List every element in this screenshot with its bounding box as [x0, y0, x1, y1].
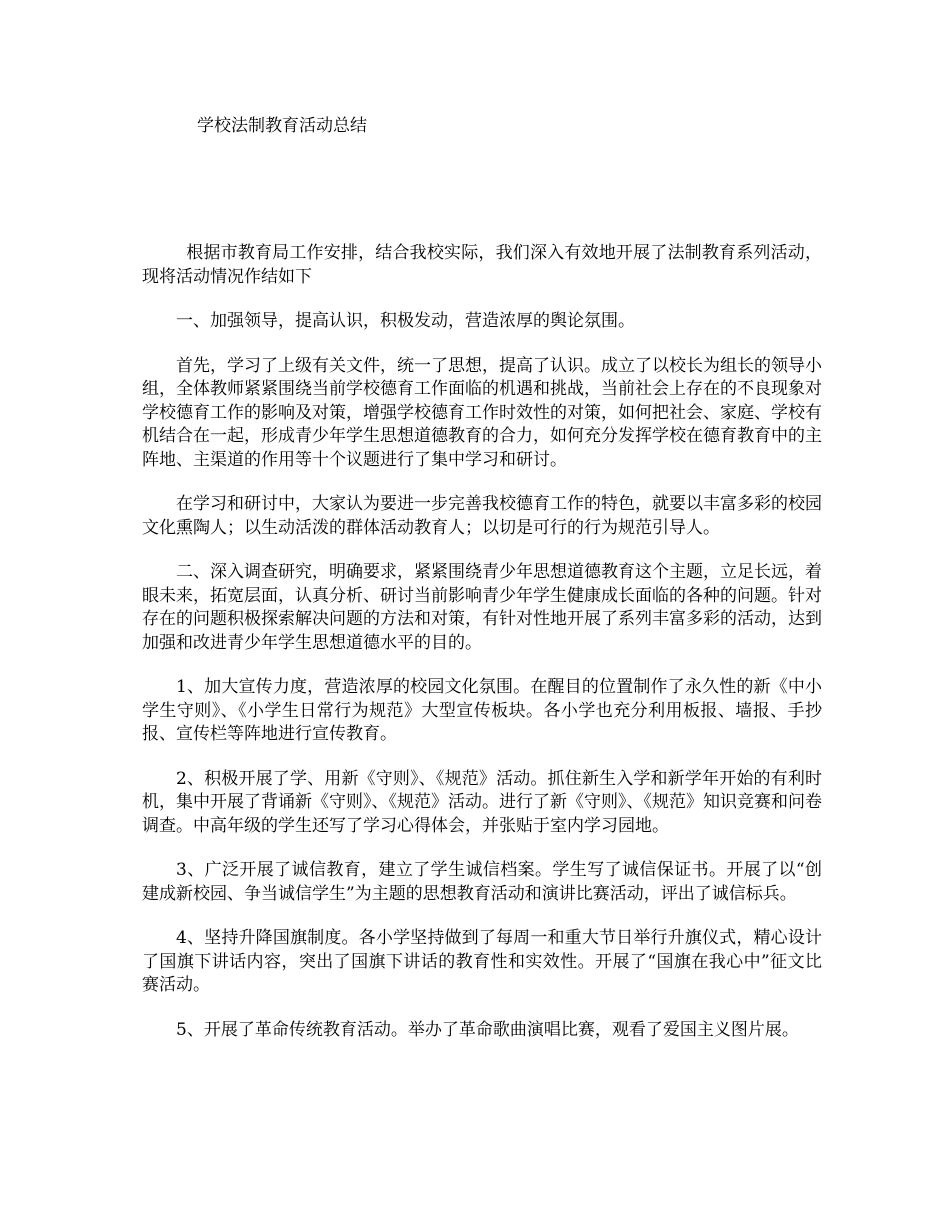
paragraph-intro: 根据市教育局工作安排，结合我校实际，我们深入有效地开展了法制教育系列活动，现将活动情况作结如下	[142, 243, 822, 287]
paragraph-section-1-heading: 一、加强领导，提高认识，积极发动，营造浓厚的舆论氛围。	[176, 311, 635, 331]
list-item-1: 1、加大宣传力度，营造浓厚的校园文化氛围。在醒目的位置制作了永久性的新《中小学生守则》、《小学生日常行为规范》大型宣传板块。各小学也充分利用板报、墙报、手抄报、宣传栏等阵地进行宣传教育。	[142, 677, 822, 744]
paragraph-section-2: 二、深入调查研究，明确要求，紧紧围绕青少年思想道德教育这个主题，立足长远，着眼未来，拓宽层面，认真分析、研讨当前影响青少年学生健康成长面临的各种的问题。针对存在的问题积极探索解决问题的方法和对策，有针对性地开展了系列丰富多彩的活动，达到加强和改进青少年学生思想道德水平的目的。	[142, 562, 822, 653]
list-item-2: 2、积极开展了学、用新《守则》、《规范》活动。抓住新生入学和新学年开始的有利时机，集中开展了背诵新《守则》、《规范》活动。进行了新《守则》、《规范》知识竞赛和问卷调查。中高年级的学生还写了学习心得体会，并张贴于室内学习园地。	[142, 768, 822, 836]
document-title: 学校法制教育活动总结	[197, 116, 367, 136]
list-item-3: 3、广泛开展了诚信教育，建立了学生诚信档案。学生写了诚信保证书。开展了以“创建成新校园、争当诚信学生”为主题的思想教育活动和演讲比赛活动，评出了诚信标兵。	[142, 860, 822, 904]
document-body	[142, 242, 822, 1063]
paragraph: 在学习和研讨中，大家认为要进一步完善我校德育工作的特色，就要以丰富多彩的校园文化熏陶人；以生动活泼的群体活动教育人；以切是可行的行为规范引导人。	[142, 494, 822, 538]
paragraph: 首先，学习了上级有关文件，统一了思想，提高了认识。成立了以校长为组长的领导小组，全体教师紧紧围绕当前学校德育工作面临的机遇和挑战，当前社会上存在的不良现象对学校德育工作的影响及对策，增强学校德育工作时效性的对策，如何把社会、家庭、学校有机结合在一起，形成青少年学生思想道德教育的合力，如何充分发挥学校在德育教育中的主阵地、主渠道的作用等十个议题进行了集中学习和研讨。	[142, 355, 822, 470]
list-item-4: 4、坚持升降国旗制度。各小学坚持做到了每周一和重大节日举行升旗仪式，精心设计了国旗下讲话内容，突出了国旗下讲话的教育性和实效性。开展了“国旗在我心中”征文比赛活动。	[142, 928, 822, 995]
list-item-5: 5、开展了革命传统教育活动。举办了革命歌曲演唱比赛，观看了爱国主义图片展。	[176, 1019, 799, 1040]
